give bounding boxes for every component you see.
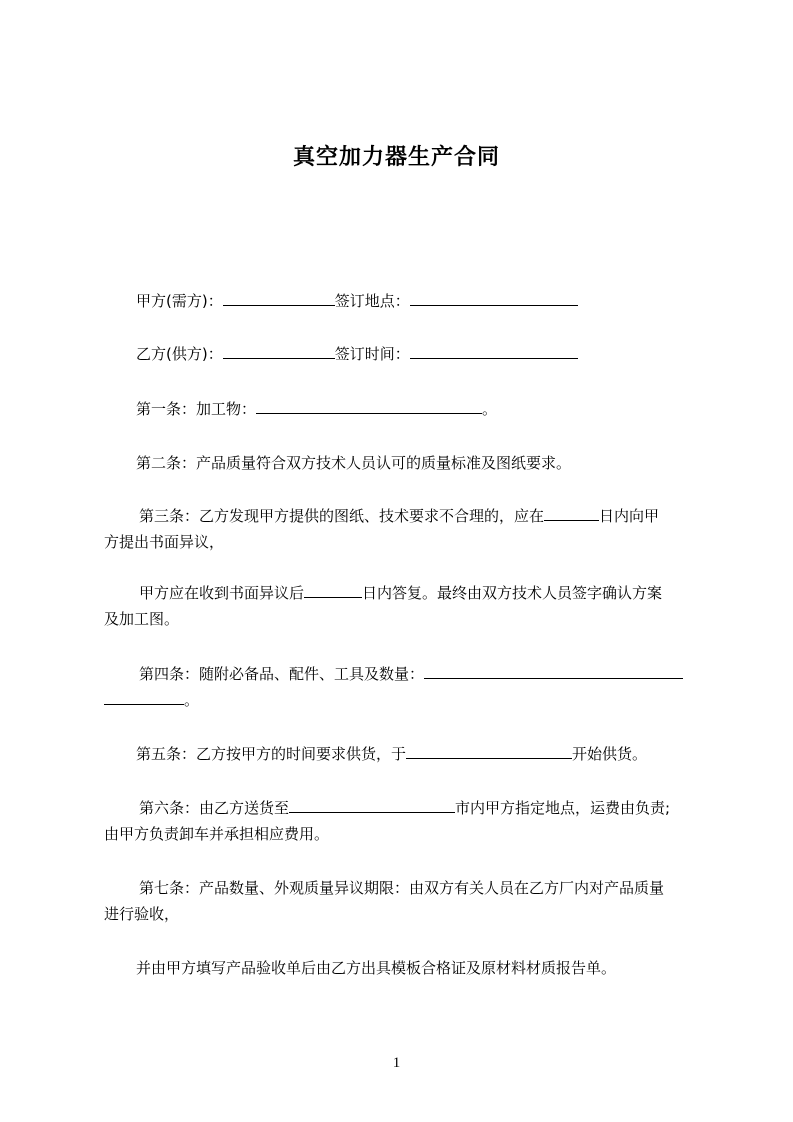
article-3-line-1 — [139, 503, 739, 529]
article-5 — [136, 741, 736, 767]
article-4-line-2 — [104, 687, 704, 713]
party-b-line — [136, 341, 736, 367]
article-7b — [136, 955, 736, 981]
article-3-part-2: 日内向甲 — [599, 507, 660, 525]
page-number: 1 — [392, 1055, 401, 1071]
article-2-text: 第二条：产品质量符合双方技术人员认可的质量标准及图纸要求。 — [136, 454, 572, 472]
article-3b-line-2 — [104, 606, 704, 632]
article-5-part-2: 开始供货。 — [572, 745, 648, 763]
article-4-line-1 — [139, 661, 739, 687]
article-1-end: 。 — [482, 400, 498, 418]
article-3-part-1: 第三条：乙方发现甲方提供的图纸、技术要求不合理的，应在 — [139, 507, 545, 525]
article-1 — [136, 396, 736, 422]
reply-days-blank[interactable] — [304, 580, 362, 598]
article-3-line-2 — [104, 529, 704, 555]
article-3-line-2-text: 方提出书面异议， — [104, 533, 225, 551]
article-3b-line-2-text: 及加工图。 — [104, 610, 180, 628]
article-7-line-2 — [104, 901, 704, 927]
supply-date-blank[interactable] — [406, 741, 572, 759]
article-7-line-1 — [139, 875, 739, 901]
article-6-part-2: 市内甲方指定地点，运费由负责; — [455, 799, 671, 817]
processed-item-blank[interactable] — [256, 396, 482, 414]
document-title: 真空加力器生产合同 — [292, 145, 500, 170]
delivery-city-blank[interactable] — [289, 795, 455, 813]
article-4-end: 。 — [184, 691, 200, 709]
article-6-part-1: 第六条：由乙方送货至 — [139, 799, 290, 817]
party-a-blank[interactable] — [223, 288, 335, 306]
accessories-blank-2[interactable] — [104, 687, 184, 705]
signing-place-blank[interactable] — [410, 288, 578, 306]
signing-time-blank[interactable] — [410, 341, 578, 359]
article-6-line-2 — [104, 821, 704, 847]
party-a-label: 甲方(需方)： — [136, 292, 223, 310]
signing-time-label: 签订时间： — [334, 345, 410, 363]
article-5-part-1: 第五条：乙方按甲方的时间要求供货，于 — [136, 745, 407, 763]
signing-place-label: 签订地点： — [334, 292, 410, 310]
party-b-label: 乙方(供方)： — [136, 345, 223, 363]
article-7b-text: 并由甲方填写产品验收单后由乙方出具模板合格证及原材料材质报告单。 — [136, 959, 617, 977]
article-4-text: 第四条：随附必备品、配件、工具及数量： — [139, 665, 425, 683]
accessories-blank-1[interactable] — [424, 661, 683, 679]
article-1-text: 第一条：加工物： — [136, 400, 257, 418]
article-7-line-1-text: 第七条：产品数量、外观质量异议期限：由双方有关人员在乙方厂内对产品质量 — [139, 879, 665, 897]
article-6-line-2-text: 由甲方负责卸车并承担相应费用。 — [104, 825, 330, 843]
party-b-blank[interactable] — [223, 341, 335, 359]
article-2 — [136, 450, 736, 476]
article-3b-line-1 — [139, 580, 739, 606]
article-7-line-2-text: 进行验收， — [104, 905, 180, 923]
objection-days-blank[interactable] — [544, 503, 599, 521]
party-a-line — [136, 288, 736, 314]
article-3b-part-2: 日内答复。最终由双方技术人员签字确认方案 — [362, 584, 663, 602]
article-6-line-1 — [139, 795, 739, 821]
article-3b-part-1: 甲方应在收到书面异议后 — [139, 584, 305, 602]
